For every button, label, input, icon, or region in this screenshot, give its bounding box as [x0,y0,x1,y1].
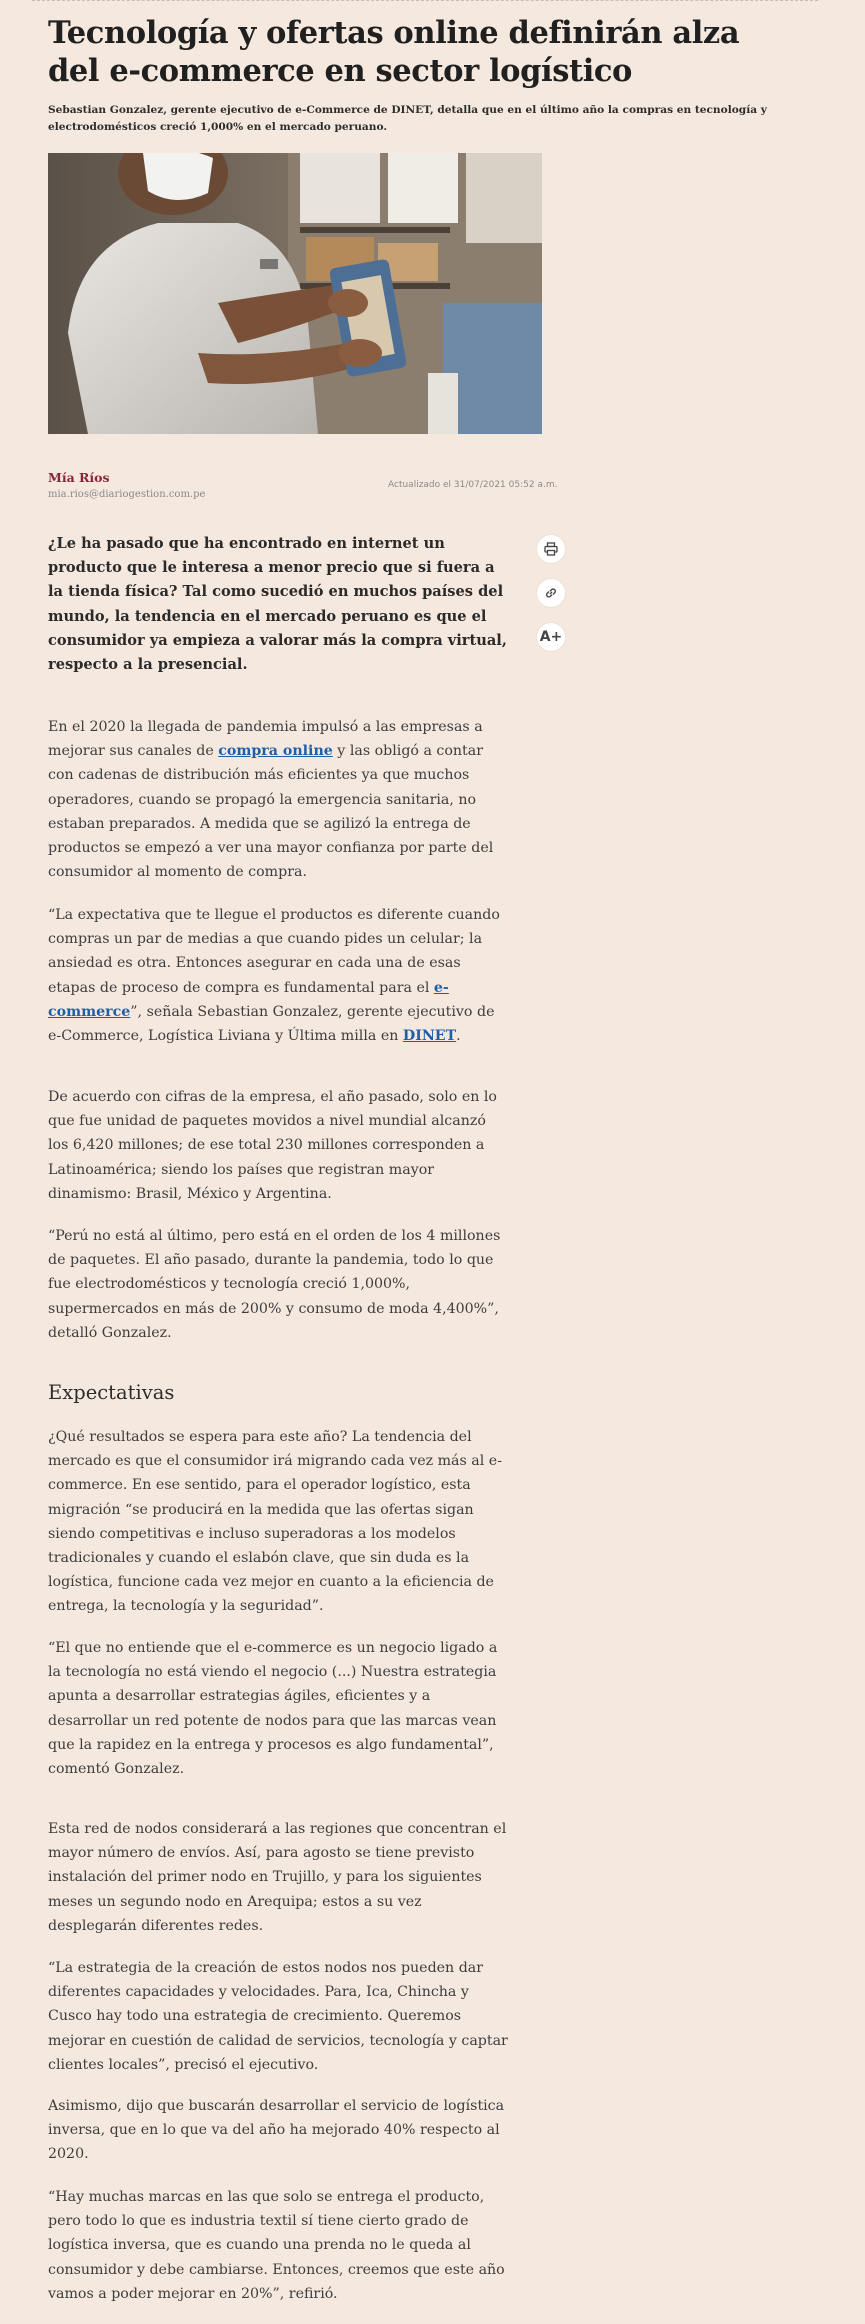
hero-photo-illustration [48,153,542,434]
author-email[interactable]: mia.rios@diariogestion.com.pe [48,489,206,500]
font-size-button[interactable] [537,623,565,651]
article-subtitle: Sebastian Gonzalez, gerente ejecutivo de e-Commerce de DINET, detalla que en el último año la compras en tecnología y electrodomésticos creció 1,000% en el mercado peruano. [48,104,767,133]
updated-timestamp: Actualizado el 31/07/2021 05:52 a.m. [388,480,558,490]
copy-link-button[interactable] [537,579,565,607]
top-divider [32,0,818,1]
e-commerce-link[interactable]: e-commerce [48,979,449,1020]
print-icon [544,542,558,556]
link-icon [544,586,558,600]
paragraph-1-text-b: y las obligó a contar con cadenas de distribución más eficientes ya que muchos operadores, cuando se propagó la emergencia sanitaria, no estaban preparados. A medida que se agilizó la entrega de productos se empezó a ver una mayor confianza por parte del consumidor al momento de compra. [48,743,494,881]
paragraph-1-text-a: En el 2020 la llegada de pandemia impulsó a las empresas a mejorar sus canales de [48,719,483,760]
font-size-label: A+ [539,629,563,645]
author-name[interactable]: Mía Ríos [48,470,110,485]
paragraph-2 [48,903,508,1048]
paragraph-4: “Perú no está al último, pero está en el orden de los 4 millones de paquetes. El año pasado, durante la pandemia, todo lo que fue electrodomésticos y tecnología creció 1,000%, supermercados en más de 200% y consumo de moda 4,400%”, detalló Gonzalez. [48,1228,501,1341]
paragraph-3: De acuerdo con cifras de la empresa, el año pasado, solo en lo que fue unidad de paquetes movidos a nivel mundial alcanzó los 6,420 millones; de ese total 230 millones corresponden a Latinoamérica; siendo los países que registran mayor dinamismo: Brasil, México y Argentina. [48,1089,497,1202]
hero-image [48,153,542,434]
paragraph-5: ¿Qué resultados se espera para este año? La tendencia del mercado es que el consumidor irá migrando cada vez más al e-commerce. En ese sentido, para el operador logístico, esta migración “se producirá en la medida que las ofertas sigan siendo competitivas e incluso superadoras a los modelos tradicionales y cuando el eslabón clave, que sin duda es la logística, funcione cada vez mejor en cuanto a la eficiencia de entrega, la tecnología y la seguridad”. [48,1429,502,1615]
paragraph-9: Asimismo, dijo que buscarán desarrollar el servicio de logística inversa, que en lo que va del año ha mejorado 40% respecto al 2020. [48,2098,505,2163]
paragraph-2-text-b: ”, señala Sebastian Gonzalez, gerente ejecutivo de e-Commerce, Logística Liviana y Última milla en [48,1003,495,1045]
paragraph-6: “El que no entiende que el e-commerce es un negocio ligado a la tecnología no está viendo el negocio (...) Nuestra estrategia apunta a desarrollar estrategias ágiles, eficientes y a desarrollar un red potente de nodos para que las marcas vean que la rapidez en la entrega y procesos es algo fundamental”, comentó Gonzalez. [48,1640,498,1778]
dinet-link[interactable]: DINET [402,1028,457,1045]
section-heading-expectativas: Expectativas [48,1381,175,1404]
paragraph-8: “La estrategia de la creación de estos nodos nos pueden dar diferentes capacidades y velocidades. Para, Ica, Chincha y Cusco hay todo una estrategia de crecimiento. Queremos mejorar en cuestión de calidad de servicios, tecnología y captar clientes locales”, precisó el ejecutivo. [48,1960,508,2073]
print-button[interactable] [537,535,565,563]
compra-online-link[interactable]: compra online [218,743,333,760]
article-title: Tecnología y ofertas online definirán alza del e-commerce en sector logístico [48,15,740,89]
paragraph-2-text-c: . [456,1028,461,1045]
paragraph-1 [48,715,508,884]
article-lead: ¿Le ha pasado que ha encontrado en internet un producto que le interesa a menor precio que si fuera a la tienda física? Tal como sucedió en muchos países del mundo, la tendencia en el mercado peruano es que el consumidor ya empieza a valorar más la compra virtual, respecto a la presencial. [48,535,507,674]
paragraph-10: “Hay muchas marcas en las que solo se entrega el producto, pero todo lo que es industria textil sí tiene cierto grado de logística inversa, que es cuando una prenda no le queda al consumidor y debe cambiarse. Entonces, creemos que este año vamos a poder mejorar en 20%”, refirió. [48,2189,505,2302]
paragraph-2-text-a: “La expectativa que te llegue el productos es diferente cuando compras un par de medias a que cuando pides un celular; la ansiedad es otra. Entonces asegurar en cada una de esas etapas de proceso de compra es fundamental para el [48,907,500,996]
paragraph-7: Esta red de nodos considerará a las regiones que concentran el mayor número de envíos. Así, para agosto se tiene previsto instalación del primer nodo en Trujillo, y para los siguientes meses un segundo nodo en Arequipa; estos a su vez desplegarán diferentes redes. [48,1821,507,1934]
